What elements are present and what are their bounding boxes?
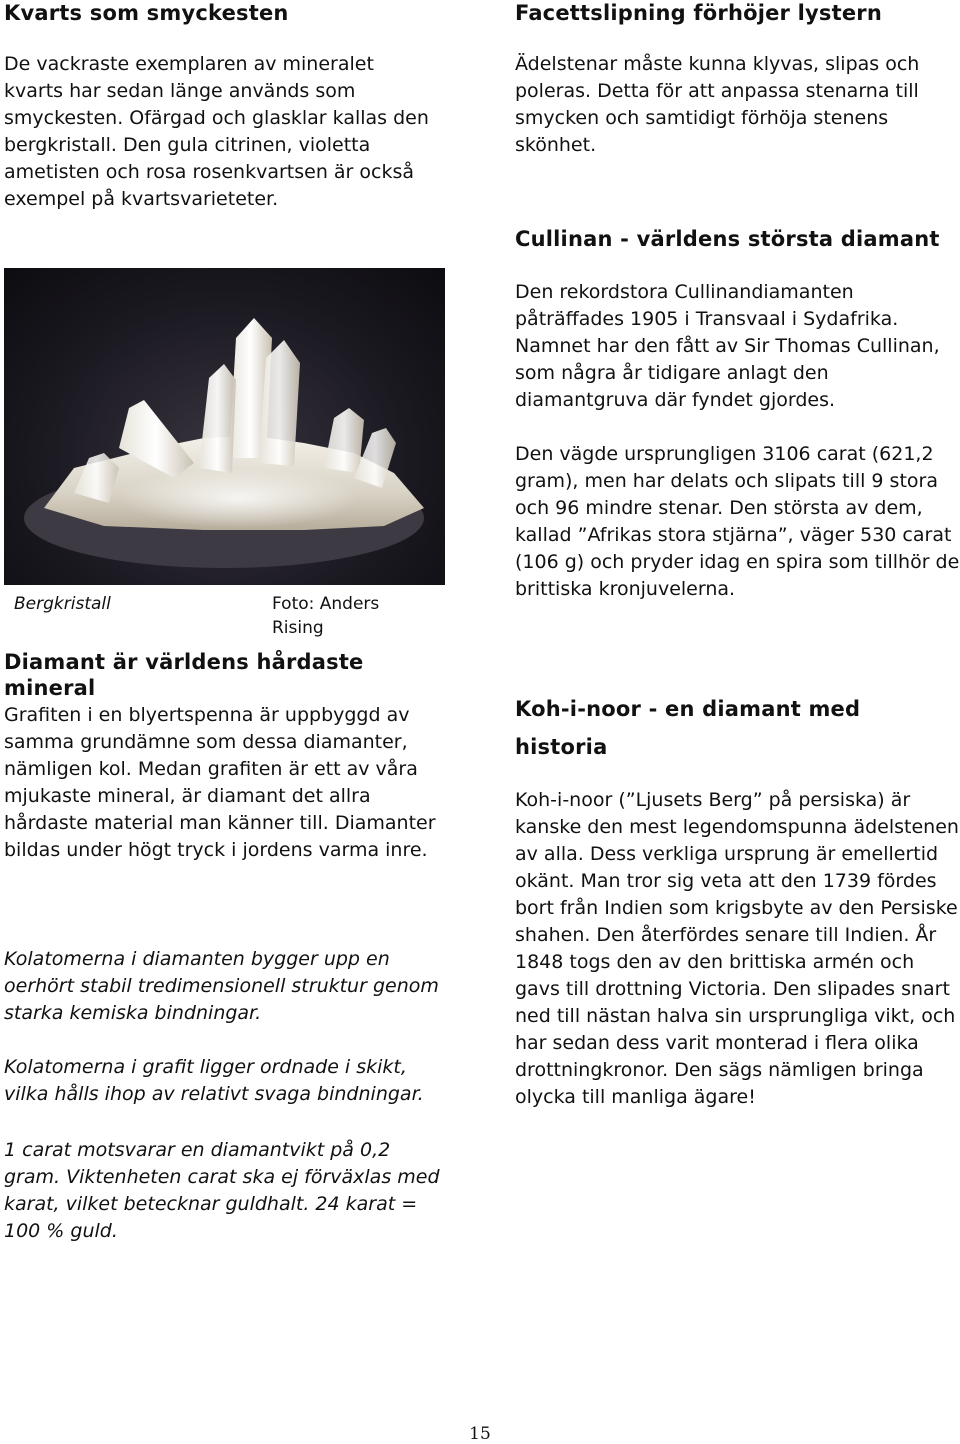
heading-diamant: Diamant är världens hårdaste mineral — [4, 650, 364, 700]
paragraph-graphite-structure: Kolatomerna i grafit ligger ordnade i skikt, vilka hålls ihop av relativt svaga bindningar. — [4, 1056, 424, 1105]
heading-facettslipning: Facettslipning förhöjer lystern — [515, 1, 883, 25]
paragraph-kohinoor: Koh-i-noor (”Ljusets Berg” på persiska) är kanske den mest legendomspunna ädelstenen av alla. Dess verkliga ursprung är emellertid okänt. Man tror sig veta att den 1739 fördes bort från Indien som krigsbyte av den Persiske shahen. Den återfördes senare till Indien. År 1848 togs den av den brittiska armén och gavs till drottning Victoria. Den slipades snart ned till nästan halva sin ursprungliga vikt, och har sedan dess varit monterad i flera olika drottningkronor. Den sägs nämligen bringa olycka till manliga ägare! — [515, 789, 959, 1108]
photo-caption — [14, 592, 434, 638]
paragraph-facettslipning: Ädelstenar måste kunna klyvas, slipas och poleras. Detta för att anpassa stenarna till smycken och samtidigt förhöja stenens skönhet. — [515, 53, 920, 156]
paragraph-diamant: Grafiten i en blyertspenna är uppbyggd av samma grundämne som dessa diamanter, nämligen kol. Medan grafiten är ett av våra mjukaste mineral, är diamant det allra hårdaste material man känner till. Diamanter bildas under högt tryck i jordens varma inre. — [4, 704, 436, 861]
photo-credit: Foto: Anders Rising — [272, 594, 380, 638]
heading-kohinoor: Koh-i-noor - en diamant med — [515, 697, 861, 721]
heading-kohinoor-line2: historia — [515, 735, 608, 759]
paragraph-cullinan-2: Den vägde ursprungligen 3106 carat (621,2 gram), men har delats och slipats till 9 stora och 96 mindre stenar. Den största av dem, kallad ”Afrikas stora stjärna”, väger 530 carat (106 g) och pryder idag en spira som tillhör de brittiska kronjuvelerna. — [515, 443, 960, 600]
paragraph-cullinan-1: Den rekordstora Cullinandiamanten påträffades 1905 i Transvaal i Sydafrika. Namnet har den fått av Sir Thomas Cullinan, som några år tidigare anlagt den diamantgruva där fyndet gjordes. — [515, 281, 940, 411]
caption-label: Bergkristall — [14, 594, 111, 614]
paragraph-kvarts: De vackraste exemplaren av mineralet kvarts har sedan länge används som smyckesten. Ofärgad och glasklar kallas den bergkristall. Den gula citrinen, violetta ametisten och rosa rosenkvartsen är också exempel på kvartsvarieteter. — [4, 53, 429, 210]
page-number: 15 — [469, 1424, 491, 1444]
paragraph-diamant-structure: Kolatomerna i diamanten bygger upp en oerhört stabil tredimensionell struktur genom starka kemiska bindningar. — [4, 948, 439, 1024]
heading-kvarts: Kvarts som smyckesten — [4, 1, 289, 25]
photo-bergkristall — [4, 268, 445, 585]
paragraph-carat: 1 carat motsvarar en diamantvikt på 0,2 gram. Viktenheten carat ska ej förväxlas med karat, vilket betecknar guldhalt. 24 karat = 100 % guld. — [4, 1139, 440, 1242]
quartz-crystal-image — [4, 268, 445, 585]
heading-cullinan: Cullinan - världens största diamant — [515, 227, 940, 251]
